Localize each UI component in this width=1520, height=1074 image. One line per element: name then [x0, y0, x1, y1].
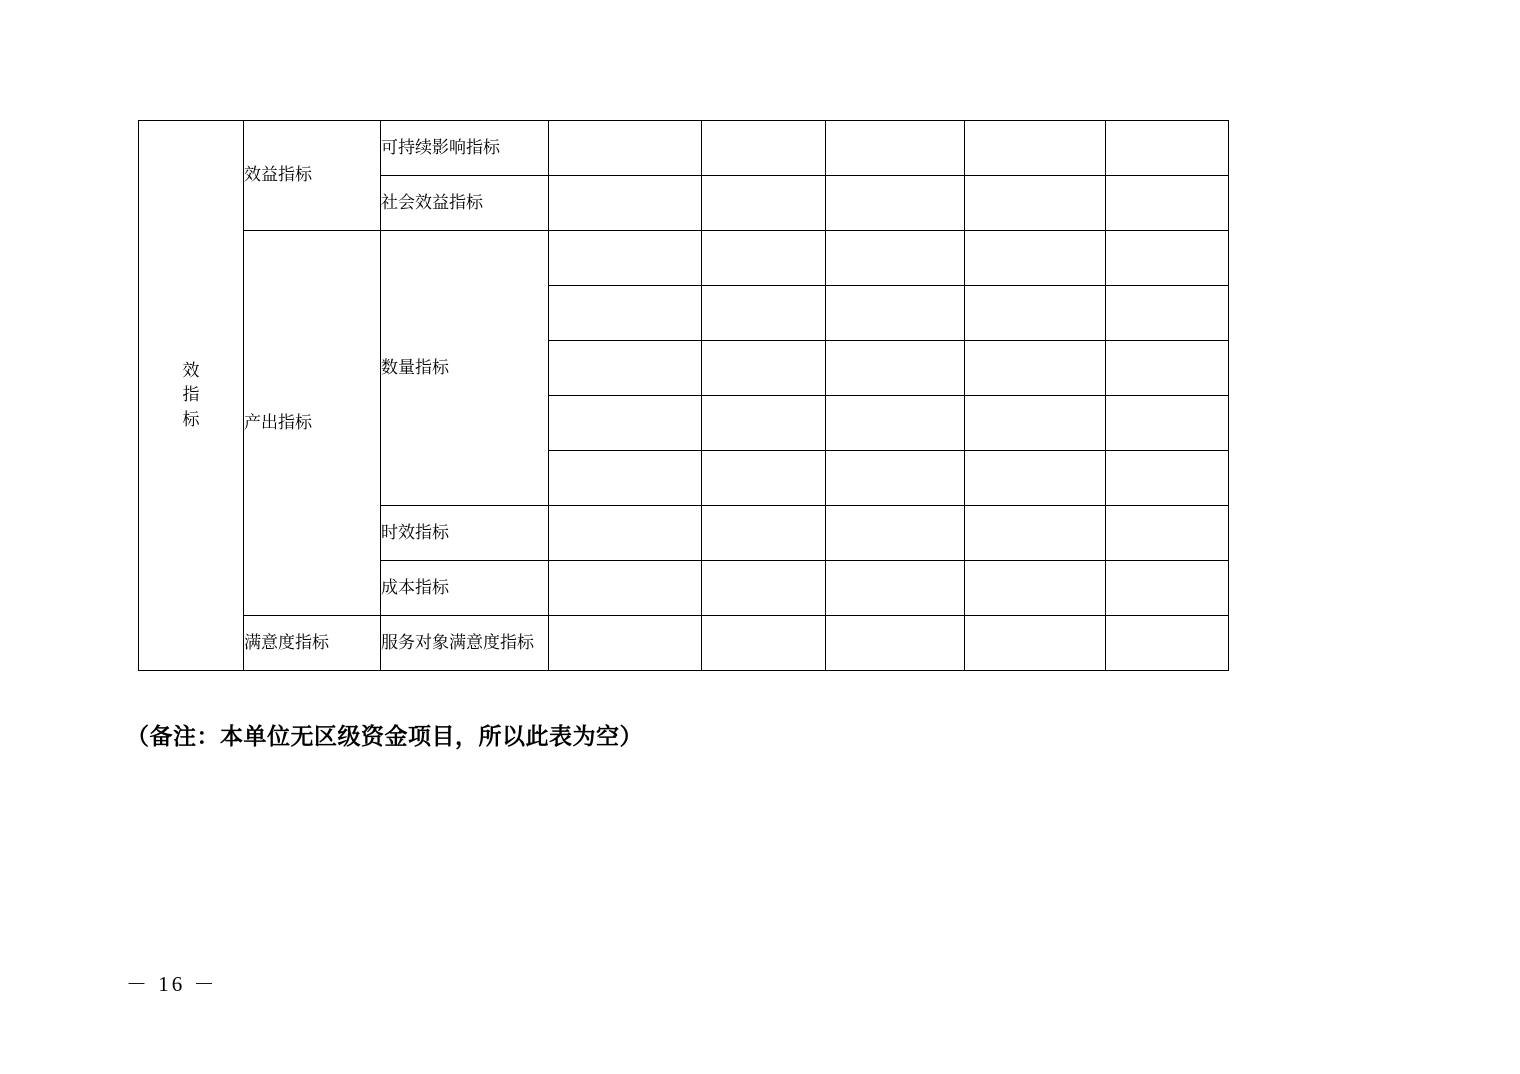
group-cell-output-indicator: 产出指标 — [244, 231, 381, 616]
indicator-name-cell-timeliness: 时效指标 — [381, 506, 549, 561]
value-cell[interactable] — [549, 396, 702, 451]
value-cell[interactable] — [549, 286, 702, 341]
performance-indicator-table — [138, 120, 1229, 671]
value-cell[interactable] — [826, 341, 965, 396]
value-cell[interactable] — [702, 616, 826, 671]
value-cell[interactable] — [702, 561, 826, 616]
value-cell[interactable] — [549, 121, 702, 176]
value-cell[interactable] — [826, 451, 965, 506]
value-cell[interactable] — [702, 506, 826, 561]
indicator-name-cell: 可持续影响指标 — [381, 121, 549, 176]
value-cell[interactable] — [826, 561, 965, 616]
value-cell[interactable] — [702, 231, 826, 286]
table-row — [139, 231, 1229, 286]
value-cell[interactable] — [1106, 506, 1229, 561]
value-cell[interactable] — [1106, 396, 1229, 451]
category-char-3: 标 — [182, 409, 200, 429]
value-cell[interactable] — [1106, 121, 1229, 176]
value-cell[interactable] — [1106, 341, 1229, 396]
value-cell[interactable] — [965, 506, 1106, 561]
value-cell[interactable] — [1106, 286, 1229, 341]
category-cell-performance-indicator — [139, 121, 244, 671]
value-cell[interactable] — [965, 451, 1106, 506]
value-cell[interactable] — [965, 561, 1106, 616]
table-row — [139, 616, 1229, 671]
indicator-name-cell-service-satisfaction: 服务对象满意度指标 — [381, 616, 549, 671]
group-cell-satisfaction-indicator: 满意度指标 — [244, 616, 381, 671]
value-cell[interactable] — [702, 396, 826, 451]
value-cell[interactable] — [702, 451, 826, 506]
value-cell[interactable] — [965, 121, 1106, 176]
value-cell[interactable] — [549, 561, 702, 616]
indicator-name-cell-cost: 成本指标 — [381, 561, 549, 616]
value-cell[interactable] — [549, 506, 702, 561]
value-cell[interactable] — [965, 396, 1106, 451]
value-cell[interactable] — [702, 286, 826, 341]
value-cell[interactable] — [1106, 616, 1229, 671]
value-cell[interactable] — [702, 121, 826, 176]
value-cell[interactable] — [965, 176, 1106, 231]
value-cell[interactable] — [965, 341, 1106, 396]
value-cell[interactable] — [965, 286, 1106, 341]
value-cell[interactable] — [826, 286, 965, 341]
category-char-1: 效 — [182, 360, 200, 380]
page-number: － 16 － — [126, 972, 218, 996]
value-cell[interactable] — [702, 341, 826, 396]
value-cell[interactable] — [826, 176, 965, 231]
value-cell[interactable] — [549, 341, 702, 396]
value-cell[interactable] — [1106, 231, 1229, 286]
value-cell[interactable] — [826, 396, 965, 451]
indicator-name-cell-quantity: 数量指标 — [381, 231, 549, 506]
value-cell[interactable] — [1106, 561, 1229, 616]
value-cell[interactable] — [1106, 176, 1229, 231]
performance-indicator-table-wrapper — [138, 120, 1228, 671]
indicator-name-cell: 社会效益指标 — [381, 176, 549, 231]
value-cell[interactable] — [549, 451, 702, 506]
table-row — [139, 121, 1229, 176]
table-note: （备注：本单位无区级资金项目，所以此表为空） — [126, 724, 643, 749]
category-char-2: 指 — [182, 385, 200, 405]
value-cell[interactable] — [702, 176, 826, 231]
value-cell[interactable] — [965, 616, 1106, 671]
value-cell[interactable] — [1106, 451, 1229, 506]
value-cell[interactable] — [549, 616, 702, 671]
value-cell[interactable] — [965, 231, 1106, 286]
value-cell[interactable] — [826, 616, 965, 671]
value-cell[interactable] — [826, 506, 965, 561]
value-cell[interactable] — [826, 121, 965, 176]
group-cell-benefit-indicator: 效益指标 — [244, 121, 381, 231]
value-cell[interactable] — [549, 231, 702, 286]
value-cell[interactable] — [549, 176, 702, 231]
value-cell[interactable] — [826, 231, 965, 286]
